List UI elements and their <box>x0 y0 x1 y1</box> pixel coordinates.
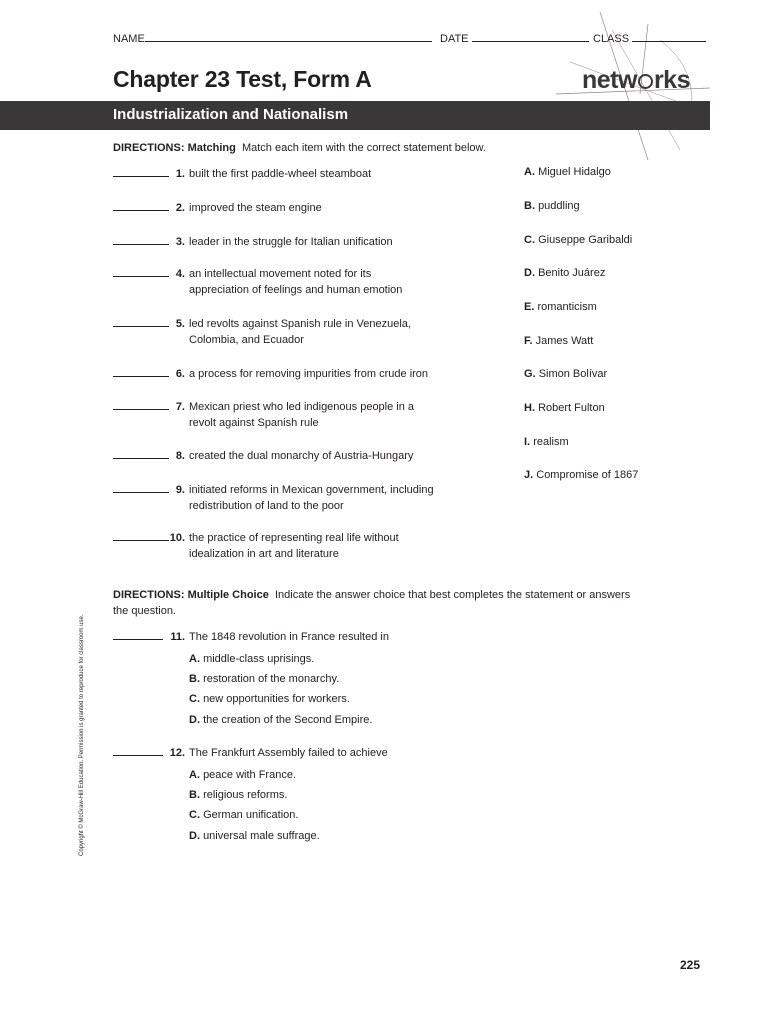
item-number: 1. <box>175 168 185 180</box>
name-field <box>113 33 432 45</box>
answer-option: C. Giuseppe Garibaldi <box>524 234 633 246</box>
section-title: Industrialization and Nationalism <box>113 106 349 123</box>
answer-blank[interactable] <box>113 449 169 459</box>
item-number: 6. <box>175 368 185 380</box>
matching-item <box>113 234 393 250</box>
brand-logo: netw rks <box>582 66 690 94</box>
matching-item <box>113 530 399 562</box>
date-label: DATE <box>440 33 469 45</box>
answer-blank[interactable] <box>113 483 169 493</box>
item-text: leader in the struggle for Italian unification <box>189 236 393 248</box>
matching-item <box>113 366 428 382</box>
item-text: led revolts against Spanish rule in Venezuela, Colombia, and Ecuador <box>189 318 411 346</box>
date-field <box>440 33 589 45</box>
matching-item <box>113 448 413 464</box>
answer-blank[interactable] <box>113 367 169 377</box>
answer-blank[interactable] <box>113 317 169 327</box>
mc-choice: C. new opportunities for workers. <box>189 693 350 705</box>
answer-option: D. Benito Juárez <box>524 267 606 279</box>
item-text: created the dual monarchy of Austria-Hungary <box>189 450 414 462</box>
matching-directions: DIRECTIONS: Matching Match each item with the correct statement below. <box>113 142 486 154</box>
item-text: a process for removing impurities from crude iron <box>189 368 429 380</box>
answer-option: G. Simon Bolívar <box>524 368 608 380</box>
item-number: 7. <box>175 401 185 413</box>
answer-blank[interactable] <box>113 531 169 541</box>
answer-option: E. romanticism <box>524 301 597 313</box>
copyright-notice: Copyright © McGraw-Hill Education. Permission is granted to reproduce for classroom use. <box>79 614 85 856</box>
matching-item <box>113 399 414 431</box>
answer-option: F. James Watt <box>524 335 594 347</box>
matching-item <box>113 266 402 298</box>
answer-blank[interactable] <box>113 267 169 277</box>
mc-choice: D. the creation of the Second Empire. <box>189 714 373 726</box>
name-label: NAME <box>113 33 145 45</box>
mc-choice: B. restoration of the monarchy. <box>189 673 340 685</box>
class-field <box>593 33 706 45</box>
mc-directions: DIRECTIONS: Multiple Choice Indicate the answer choice that best completes the statement or answers the question. <box>113 589 631 617</box>
brand-o-icon <box>638 74 653 89</box>
answer-option: I. realism <box>524 436 569 448</box>
item-number: 8. <box>175 450 185 462</box>
question-number: 12. <box>169 747 185 759</box>
item-text: initiated reforms in Mexican government, including redistribution of land to the poor <box>189 484 434 512</box>
answer-option: B. puddling <box>524 200 580 212</box>
mc-choice: B. religious reforms. <box>189 789 288 801</box>
question-text: The Frankfurt Assembly failed to achieve <box>189 747 388 759</box>
class-label: CLASS <box>593 33 630 45</box>
question-text: The 1848 revolution in France resulted in <box>189 631 389 643</box>
item-text: improved the steam engine <box>189 202 322 214</box>
answer-blank[interactable] <box>113 235 169 245</box>
item-number: 2. <box>175 202 185 214</box>
item-text: built the first paddle-wheel steamboat <box>189 168 372 180</box>
item-number: 10. <box>169 532 185 544</box>
item-number: 4. <box>175 268 185 280</box>
item-number: 5. <box>175 318 185 330</box>
matching-item <box>113 316 411 348</box>
mc-choice: D. universal male suffrage. <box>189 830 320 842</box>
answer-blank[interactable] <box>113 746 163 756</box>
page-number: 225 <box>680 958 701 972</box>
answer-blank[interactable] <box>113 201 169 211</box>
answer-option: J. Compromise of 1867 <box>524 469 639 481</box>
mc-choice: C. German unification. <box>189 809 299 821</box>
item-text: the practice of representing real life without idealization in art and literature <box>189 532 399 560</box>
mc-question <box>113 745 388 761</box>
item-number: 3. <box>175 236 185 248</box>
section-band <box>0 101 710 130</box>
answer-blank[interactable] <box>113 167 169 177</box>
item-text: Mexican priest who led indigenous people in a revolt against Spanish rule <box>189 401 415 429</box>
answer-option: H. Robert Fulton <box>524 402 605 414</box>
answer-blank[interactable] <box>113 630 163 640</box>
page-title: Chapter 23 Test, Form A <box>113 66 372 92</box>
matching-item <box>113 200 322 216</box>
answer-blank[interactable] <box>113 400 169 410</box>
mc-question <box>113 629 389 645</box>
item-number: 9. <box>175 484 185 496</box>
question-number: 11. <box>170 631 185 643</box>
answer-option: A. Miguel Hidalgo <box>524 166 611 178</box>
matching-item <box>113 166 371 182</box>
mc-choice: A. peace with France. <box>189 769 296 781</box>
item-text: an intellectual movement noted for its appreciation of feelings and human emotion <box>189 268 403 296</box>
matching-item <box>113 482 434 514</box>
mc-choice: A. middle-class uprisings. <box>189 653 315 665</box>
